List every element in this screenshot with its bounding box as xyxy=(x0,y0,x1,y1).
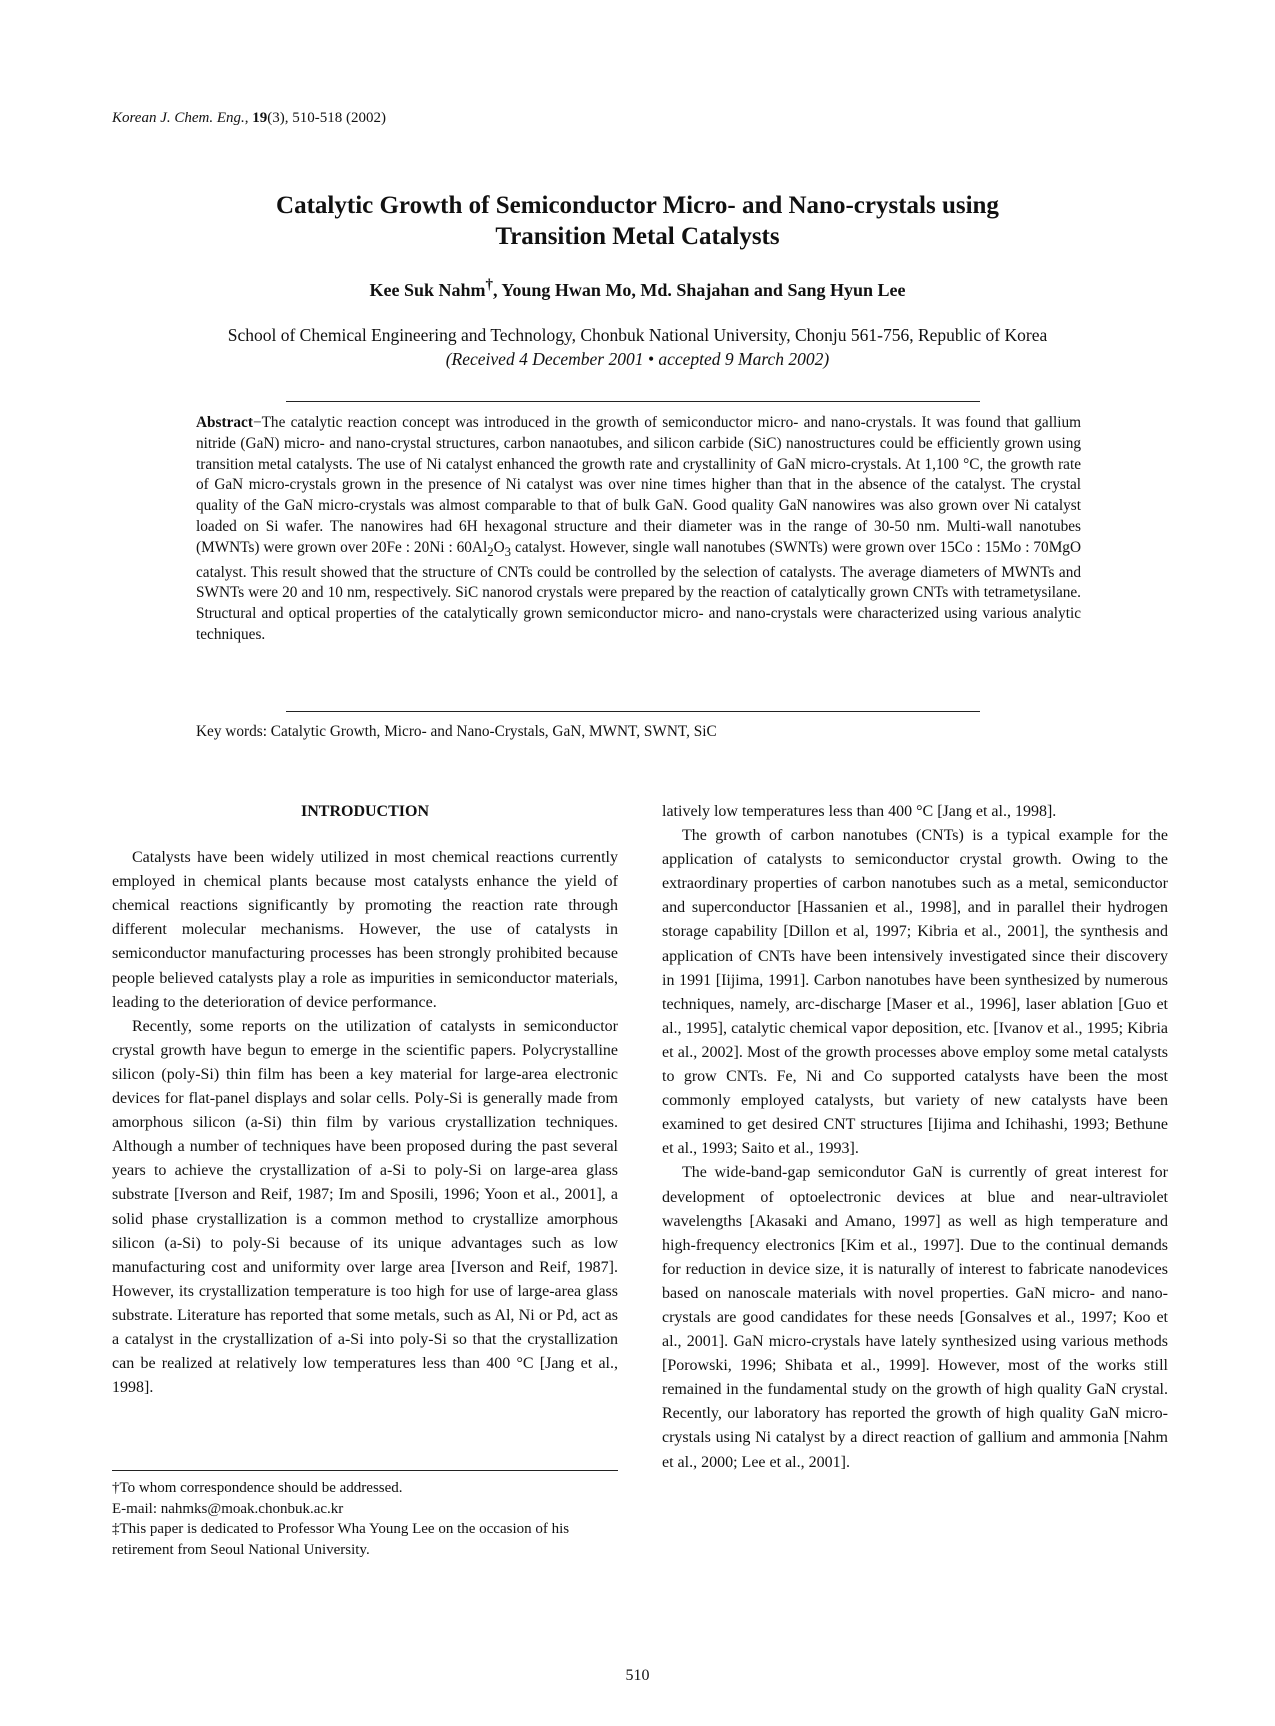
journal-name: Korean J. Chem. Eng. xyxy=(112,110,245,126)
dagger-mark: † xyxy=(485,277,494,293)
intro-paragraph-2-continued: latively low temperatures less than 400 °C [Jang et al., 1998]. xyxy=(662,803,1057,820)
author-list xyxy=(140,277,1135,301)
journal-issue-pages: (3), 510-518 (2002) xyxy=(267,110,386,126)
intro-paragraph-2: Recently, some reports on the utilization of catalysts in semiconductor crystal growth have begun to emerge in the scientific papers. Polycrystalline silicon (poly-Si) thin film has been a key material for large-area electronic devices for flat-panel displays and solar cells. Poly-Si is generally made from amorphous silicon (a-Si) thin film by various crystallization techniques. Although a number of techniques have been proposed during the past several years to achieve the crystallization of a-Si to poly-Si on large-area glass substrate [Iverson and Reif, 1987; Im and Sposili, 1996; Yoon et al., 2001], a solid phase crystallization is a common method to crystallize amorphous silicon (a-Si) to poly-Si because of its unique advantages such as low manufacturing cost and uniformity over large area [Iverson and Reif, 1987]. However, its crystallization temperature is too high for use of large-area glass substrate. Literature has reported that some metals, such as Al, Ni or Pd, act as a catalyst in the crystallization of a-Si into poly-Si so that the crystallization can be realized at relatively low temperatures less than 400 °C [Jang et al., 1998]. xyxy=(112,1017,618,1397)
abstract-text-2: catalyst. However, single wall nanotubes (SWNTs) were grown over 15Co : 15Mo : 70MgO catalyst. This result showed that the structure of CNTs could be controlled by the selection of catalysts. The average diameters of MWNTs and SWNTs were 20 and 10 nm, respectively. SiC nanorod crystals were prepared by the reaction of catalytically grown CNTs with tetrametysilane. Structural and optical properties of the catalytically grown semiconductor micro- and nano-crystals were characterized using various analytic techniques. xyxy=(196,538,1081,644)
introduction-heading: INTRODUCTION xyxy=(300,803,429,820)
keywords: Key words: Catalytic Growth, Micro- and Nano-Crystals, GaN, MWNT, SWNT, SiC xyxy=(196,723,717,740)
affiliation-block xyxy=(112,323,1163,371)
intro-paragraph-4: The wide-band-gap semicondutor GaN is currently of great interest for development of optoelectronic devices at blue and near-ultraviolet wavelengths [Akasaki and Amano, 1997] as well as high temperature and high-frequency electronics [Kim et al., 1997]. Due to the continual demands for reduction in device size, it is naturally of interest to fabricate nanodevices based on nanoscale materials with novel properties. GaN micro- and nano-crystals are good candidates for these needs [Gonsalves et al., 1997; Koo et al., 2001]. GaN micro-crystals have lately synthesized using various methods [Porowski, 1996; Shibata et al., 1999]. However, most of the works still remained in the fundamental study on the growth of high quality GaN crystal. Recently, our laboratory has reported the growth of high quality GaN micro-crystals using Ni catalyst by a direct reaction of gallium and ammonia [Nahm et al., 2000; Lee et al., 2001]. xyxy=(662,1164,1168,1471)
paper-title xyxy=(140,190,1135,252)
title-line-1: Catalytic Growth of Semiconductor Micro- and Nano-crystals using xyxy=(276,192,999,219)
subscript-2: 2 xyxy=(487,544,494,559)
abstract-top-rule xyxy=(286,401,980,402)
journal-reference: Korean J. Chem. Eng., 19(3), 510-518 (2002) xyxy=(112,110,386,126)
co-authors: , Young Hwan Mo, Md. Shajahan and Sang Hyun Lee xyxy=(493,280,906,300)
abstract-dash: − xyxy=(252,414,262,431)
footnotes xyxy=(112,1478,618,1560)
intro-paragraph-1: Catalysts have been widely utilized in most chemical reactions currently employed in chemical plants because most catalysts enhance the yield of chemical reactions significantly by promoting the reaction rate through different molecular mechanisms. However, the use of catalysts in semiconductor manufacturing processes has been strongly prohibited because people believed catalysts play a role as impurities in semiconductor materials, leading to the deterioration of device performance. xyxy=(112,849,618,1011)
abstract-oxygen: O xyxy=(493,538,505,556)
footnote-rule xyxy=(112,1470,618,1471)
abstract-text-1: The catalytic reaction concept was introduced in the growth of semiconductor micro- and nano-crystals. It was found that gallium nitride (GaN) micro- and nano-crystal structures, carbon nanaotubes, and silicon carbide (SiC) nanostructures could be efficiently grown using transition metal catalysts. The use of Ni catalyst enhanced the growth rate and crystallinity of GaN micro-crystals. At 1,100 °C, the growth rate of GaN micro-crystals grown in the presence of Ni catalyst was over nine times higher than that in the absence of the catalyst. The crystal quality of the GaN micro-crystals was almost comparable to that of bulk GaN. Good quality GaN nanowires was also grown over Ni catalyst loaded on Si wafer. The nanowires had 6H hexagonal structure and their diameter was in the range of 30-50 nm. Multi-wall nanotubes (MWNTs) were grown over 20Fe : 20Ni : 60Al xyxy=(196,414,1081,556)
abstract-label: Abstract xyxy=(196,414,253,431)
footnote-email: E-mail: nahmks@moak.chonbuk.ac.kr xyxy=(112,1500,344,1517)
page-number: 510 xyxy=(625,1667,650,1684)
subscript-3: 3 xyxy=(504,544,512,559)
right-column xyxy=(662,800,1168,1475)
intro-paragraph-3: The growth of carbon nanotubes (CNTs) is a typical example for the application of catalysts to semiconductor crystal growth. Owing to the extraordinary properties of carbon nanotubes such as a metal, semiconductor and superconductor [Hassanien et al., 1998], and in parallel their hydrogen storage capability [Dillon et al, 1997; Kibria et al., 2001], the synthesis and application of CNTs have been intensively investigated since their discovery in 1991 [Iijima, 1991]. Carbon nanotubes have been synthesized by numerous techniques, namely, arc-discharge [Maser et al., 1996], laser ablation [Guo et al., 1995], catalytic chemical vapor deposition, etc. [Ivanov et al., 1995; Kibria et al., 2002]. Most of the growth processes above employ some metal catalysts to grow CNTs. Fe, Ni and Co supported catalysts have been the most commonly employed catalysts, but variety of new catalysts have been examined to get desired CNT structures [Iijima and Ichihashi, 1993; Bethune et al., 1993; Saito et al., 1993]. xyxy=(662,827,1168,1158)
title-line-2: Transition Metal Catalysts xyxy=(495,223,780,250)
affiliation: School of Chemical Engineering and Technology, Chonbuk National University, Chonju 561-756, Republic of Korea xyxy=(227,325,1048,345)
received-dates: (Received 4 December 2001 • accepted 9 March 2002) xyxy=(445,349,830,369)
left-column xyxy=(112,800,618,1400)
abstract xyxy=(196,413,1081,646)
corresponding-author: Kee Suk Nahm xyxy=(369,280,486,300)
abstract-bottom-rule xyxy=(286,711,980,712)
footnote-correspondence: †To whom correspondence should be addressed. xyxy=(112,1480,403,1496)
journal-volume: 19 xyxy=(252,110,268,126)
footnote-dedication: ‡This paper is dedicated to Professor Wha Young Lee on the occasion of his retirement from Seoul National University. xyxy=(112,1521,570,1558)
